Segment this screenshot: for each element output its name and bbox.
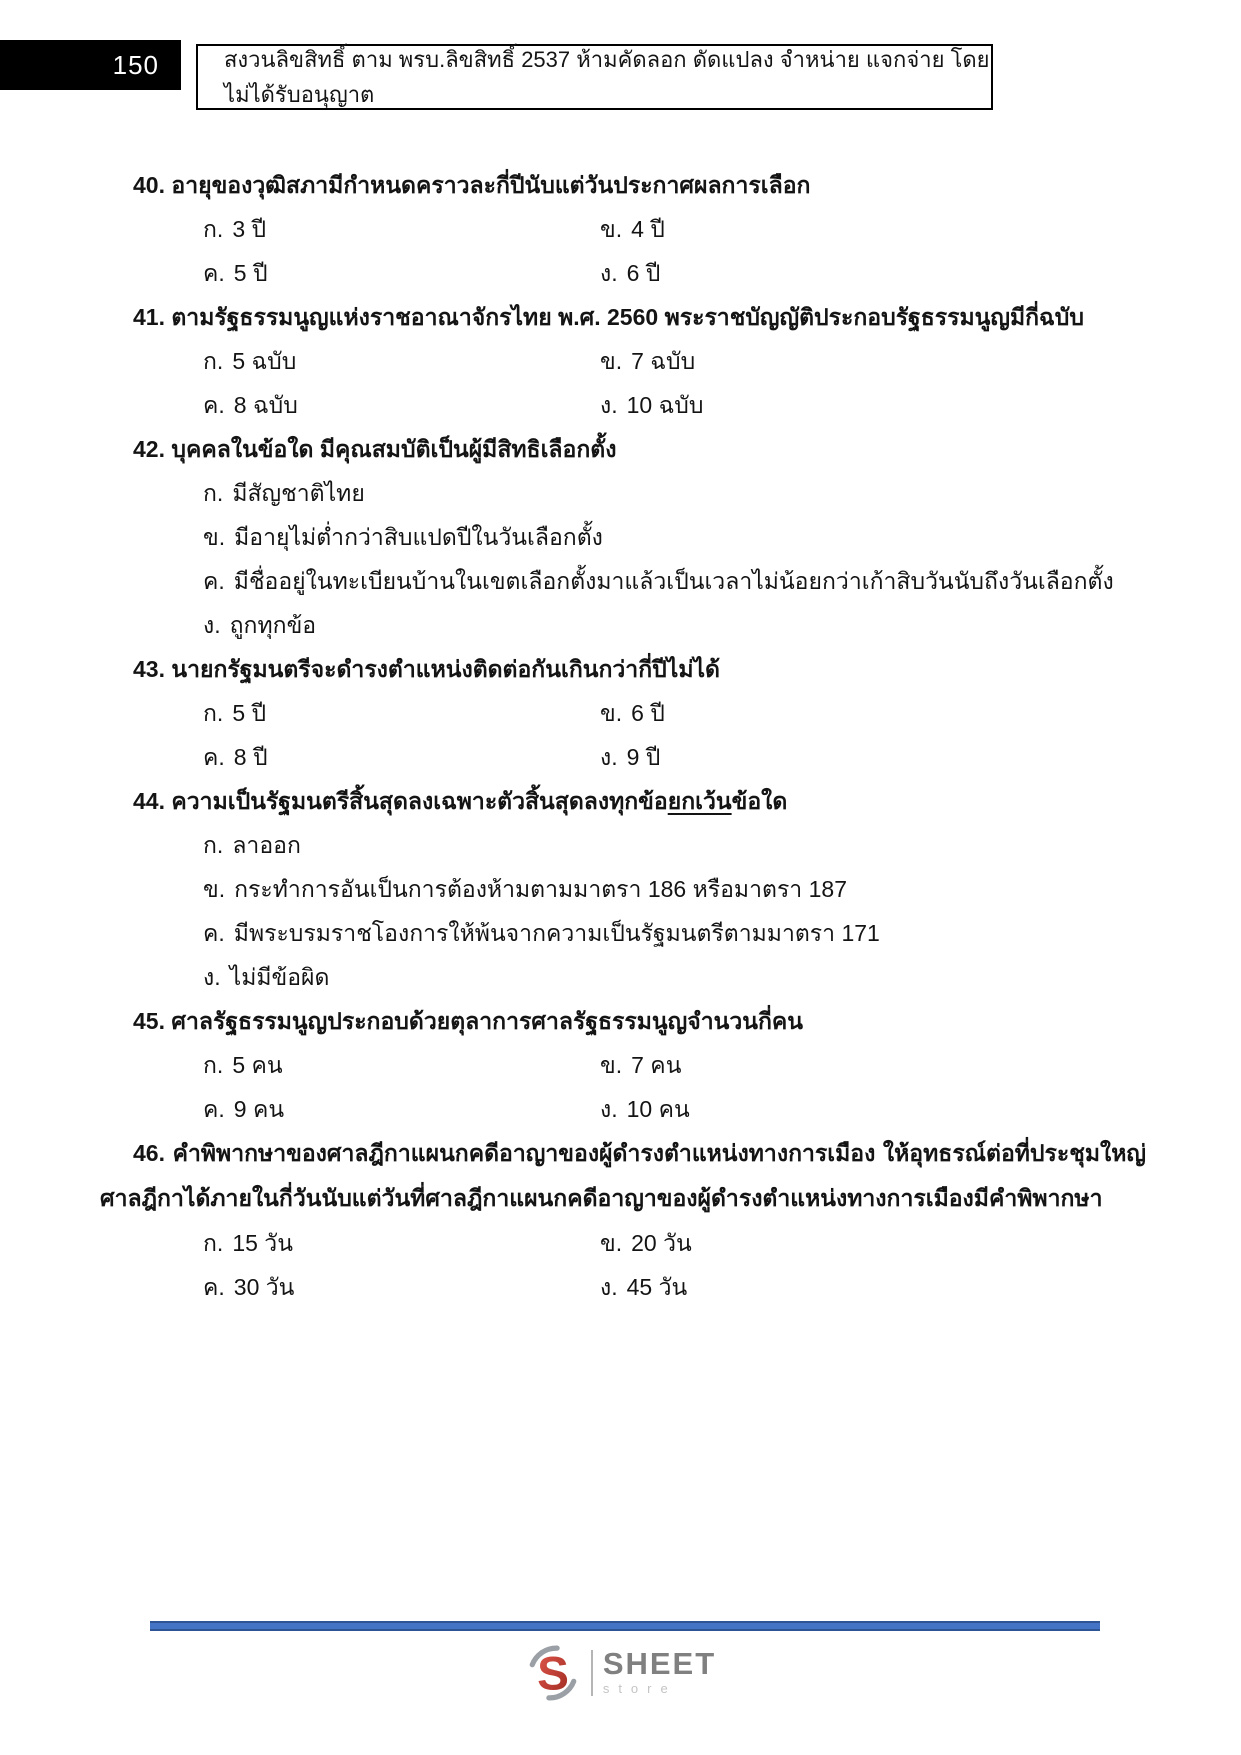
- option-label: ข.: [600, 216, 623, 242]
- question-42: [0, 427, 1241, 647]
- options: [0, 1043, 1241, 1131]
- question-text: ศาลรัฐธรรมนูญประกอบด้วยตุลาการศาลรัฐธรรมนูญจำนวนกี่คน: [171, 1008, 804, 1034]
- question-text: ตามรัฐธรรมนูญแห่งราชอาณาจักรไทย พ.ศ. 2560 พระราชบัญญัติประกอบรัฐธรรมนูญมีกี่ฉบับ: [171, 304, 1084, 330]
- option-text: 8 ฉบับ: [233, 392, 298, 418]
- option-a: [203, 823, 1241, 867]
- options: [0, 471, 1241, 647]
- option-label: ก.: [203, 216, 224, 242]
- option-label: ง.: [600, 1096, 618, 1122]
- brand-text: [602, 1646, 717, 1697]
- question-41: [0, 295, 1241, 427]
- option-label: ข.: [600, 1052, 623, 1078]
- option-label: ค.: [203, 744, 225, 770]
- option-text: มีพระบรมราชโองการให้พ้นจากความเป็นรัฐมนตรีตามมาตรา 171: [233, 920, 880, 946]
- option-b: [203, 867, 1241, 911]
- option-text: 3 ปี: [232, 216, 267, 242]
- option-label: ค.: [203, 392, 225, 418]
- brand-name: SHEET: [602, 1646, 717, 1681]
- option-label: ง.: [203, 612, 221, 638]
- option-label: ง.: [600, 260, 618, 286]
- option-b: [600, 1043, 1241, 1087]
- option-text: 45 วัน: [626, 1274, 688, 1300]
- question-44: [0, 779, 1241, 999]
- option-text: 9 ปี: [626, 744, 661, 770]
- copyright-text: สงวนลิขสิทธิ์ ตาม พรบ.ลิขสิทธิ์ 2537 ห้ามคัดลอก ดัดแปลง จำหน่าย แจกจ่าย โดยไม่ได้รับอนุญาต: [224, 47, 990, 107]
- option-label: ก.: [203, 348, 224, 374]
- option-c: [203, 911, 1241, 955]
- option-text: มีอายุไม่ต่ำกว่าสิบแปดปีในวันเลือกตั้ง: [234, 524, 603, 550]
- question-title: [0, 427, 1241, 471]
- option-label: ข.: [600, 1230, 623, 1256]
- question-number: 45.: [133, 1008, 165, 1034]
- option-text: 10 คน: [626, 1096, 690, 1122]
- option-text: 15 วัน: [232, 1230, 293, 1256]
- option-label: ก.: [203, 480, 224, 506]
- question-40: [0, 163, 1241, 295]
- page-number-badge: [0, 40, 181, 90]
- question-number: 40.: [133, 172, 165, 198]
- copyright-notice-box: [196, 44, 993, 110]
- option-label: ข.: [203, 524, 226, 550]
- svg-text:S: S: [536, 1647, 569, 1701]
- option-text: 5 ปี: [232, 700, 267, 726]
- option-label: ก.: [203, 1052, 224, 1078]
- option-text: 5 ฉบับ: [232, 348, 297, 374]
- option-text: 5 คน: [232, 1052, 283, 1078]
- option-label: ค.: [203, 260, 225, 286]
- option-b: [600, 1221, 1241, 1265]
- option-label: ค.: [203, 920, 225, 946]
- question-title: [100, 1131, 1146, 1221]
- option-text: 5 ปี: [233, 260, 268, 286]
- question-title: [0, 163, 1241, 207]
- logo-divider: [591, 1650, 593, 1696]
- option-c: [203, 383, 600, 427]
- footer-divider: [150, 1621, 1100, 1631]
- option-d: [600, 1087, 1241, 1131]
- option-c: [203, 251, 600, 295]
- option-text: 8 ปี: [233, 744, 268, 770]
- question-text: นายกรัฐมนตรีจะดำรงตำแหน่งติดต่อกันเกินกว่ากี่ปีไม่ได้: [171, 656, 720, 682]
- option-label: ข.: [203, 876, 226, 902]
- option-text: 10 ฉบับ: [626, 392, 704, 418]
- option-label: ง.: [203, 964, 221, 990]
- options: [0, 823, 1241, 999]
- option-label: ง.: [600, 744, 618, 770]
- question-list: [0, 163, 1241, 1309]
- option-text: ลาออก: [232, 832, 301, 858]
- option-label: ก.: [203, 1230, 224, 1256]
- option-b: [600, 339, 1241, 383]
- option-c: [203, 1087, 600, 1131]
- question-46: [0, 1131, 1241, 1309]
- option-text: กระทำการอันเป็นการต้องห้ามตามมาตรา 186 หรือมาตรา 187: [234, 876, 847, 902]
- option-a: [203, 207, 600, 251]
- option-text: 6 ปี: [631, 700, 665, 726]
- option-label: ค.: [203, 1096, 225, 1122]
- option-text: 7 คน: [631, 1052, 682, 1078]
- option-text: ถูกทุกข้อ: [229, 612, 317, 638]
- question-number: 43.: [133, 656, 165, 682]
- option-text: ไม่มีข้อผิด: [229, 964, 330, 990]
- option-a: [203, 471, 1241, 515]
- option-d: [600, 251, 1241, 295]
- option-b: [600, 691, 1241, 735]
- option-text: มีสัญชาติไทย: [232, 480, 365, 506]
- option-a: [203, 339, 600, 383]
- option-d: [600, 735, 1241, 779]
- option-c: [203, 559, 1241, 603]
- option-d: [600, 1265, 1241, 1309]
- option-label: ง.: [600, 1274, 618, 1300]
- question-text: อายุของวุฒิสภามีกำหนดคราวละกี่ปีนับแต่วันประกาศผลการเลือก: [171, 172, 811, 198]
- options: [0, 339, 1241, 427]
- question-text-pre: ความเป็นรัฐมนตรีสิ้นสุดลงเฉพาะตัวสิ้นสุดลงทุกข้อ: [171, 788, 668, 814]
- question-number: 41.: [133, 304, 165, 330]
- option-text: มีชื่ออยู่ในทะเบียนบ้านในเขตเลือกตั้งมาแล้วเป็นเวลาไม่น้อยกว่าเก้าสิบวันนับถึงวันเลือกตั้ง: [233, 568, 1114, 594]
- option-text: 20 วัน: [631, 1230, 692, 1256]
- question-text-underlined: ยกเว้น: [667, 788, 732, 814]
- option-label: ง.: [600, 392, 618, 418]
- option-d: [203, 955, 1241, 999]
- question-text-post: ข้อใด: [731, 788, 788, 814]
- option-a: [203, 1221, 600, 1265]
- option-label: ค.: [203, 1274, 225, 1300]
- question-45: [0, 999, 1241, 1131]
- option-c: [203, 1265, 600, 1309]
- question-text: บุคคลในข้อใด มีคุณสมบัติเป็นผู้มีสิทธิเลือกตั้ง: [171, 436, 617, 462]
- option-text: 7 ฉบับ: [631, 348, 696, 374]
- options: [0, 207, 1241, 295]
- option-text: 4 ปี: [631, 216, 665, 242]
- option-d: [203, 603, 1241, 647]
- question-title: [0, 999, 1241, 1043]
- question-number: 44.: [133, 788, 165, 814]
- option-b: [600, 207, 1241, 251]
- question-43: [0, 647, 1241, 779]
- option-a: [203, 691, 600, 735]
- question-title: [0, 295, 1241, 339]
- question-number: 42.: [133, 436, 165, 462]
- brand-subtext: store: [602, 1681, 677, 1696]
- option-label: ข.: [600, 348, 623, 374]
- question-text: คำพิพากษาของศาลฎีกาแผนกคดีอาญาของผู้ดำรงตำแหน่งทางการเมือง ให้อุทธรณ์ต่อที่ประชุมใหญ่ ศาลฎีกาได้ภายในกี่วันนับแต่วันที่ศาลฎีกาแผนกคดีอาญาของผู้ดำรงตำแหน่งทางการเมืองมีคำพิพากษา: [100, 1140, 1146, 1211]
- option-text: 6 ปี: [626, 260, 661, 286]
- question-number: 46.: [133, 1140, 165, 1166]
- question-title: [0, 647, 1241, 691]
- option-d: [600, 383, 1241, 427]
- option-text: 9 คน: [233, 1096, 285, 1122]
- options: [0, 691, 1241, 779]
- option-label: ข.: [600, 700, 623, 726]
- option-a: [203, 1043, 600, 1087]
- option-c: [203, 735, 600, 779]
- option-label: ค.: [203, 568, 225, 594]
- option-label: ก.: [203, 832, 224, 858]
- page-number: 150: [112, 49, 159, 80]
- sheet-logo-icon: [525, 1645, 581, 1701]
- option-text: 30 วัน: [233, 1274, 295, 1300]
- question-title: [0, 779, 1241, 823]
- brand-logo: [0, 1645, 1241, 1701]
- option-b: [203, 515, 1241, 559]
- option-label: ก.: [203, 700, 224, 726]
- options: [0, 1221, 1241, 1309]
